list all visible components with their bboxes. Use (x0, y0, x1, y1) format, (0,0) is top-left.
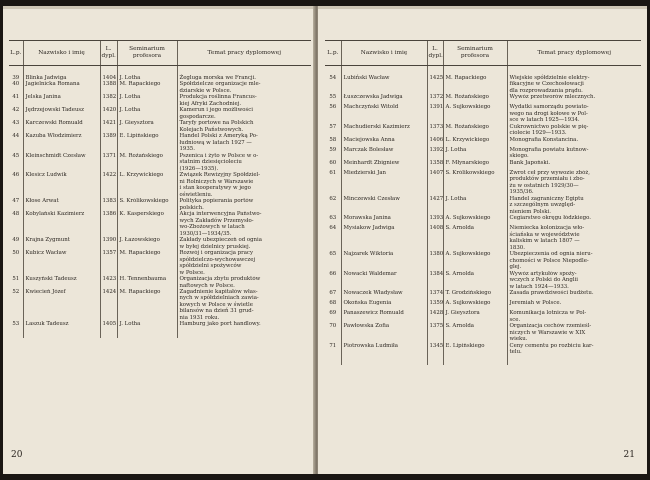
cell-year: 1388 (100, 81, 117, 94)
cell-name: Kobylański Kazimierz (23, 211, 100, 237)
cell-name: Mysiakow Jadwiga (341, 225, 427, 251)
cell-lp: 71 (329, 342, 337, 349)
cell-name: Kwiecień Józef (23, 289, 100, 321)
cell-year: 1392 (427, 147, 443, 160)
cell-year: 1371 (100, 153, 117, 172)
cell-topic: Handel zagraniczny Egiptu z szczególnym uwzględ- nieniem Polski. (507, 196, 641, 215)
cell-topic: Wydatki samorządu powiato- wego na drogi kołowe w Pol- sce w latach 1925—1934. (507, 104, 641, 123)
cell-name: Pawłowska Zofia (341, 323, 427, 342)
cell-year: 1420 (100, 107, 117, 120)
table-row (325, 124, 641, 137)
cell-topic: Żegluga morska we Francji. (177, 66, 311, 82)
table-row (325, 94, 641, 104)
page-number-right: 21 (623, 450, 635, 460)
cell-year: 1425 (427, 66, 443, 95)
page-edge (318, 6, 647, 9)
cell-professor: K. Kasperskiego (117, 211, 177, 237)
cell-name: Karczewski Romuald (23, 120, 100, 133)
cell-year: 1404 (100, 66, 117, 82)
cell-name: Okońska Eugenia (341, 300, 427, 310)
cell-lp: 55 (329, 94, 337, 101)
cell-year: 1421 (100, 120, 117, 133)
cell-professor: H. Tennenbauma (117, 276, 177, 289)
cell-name: Miedzierski Jan (341, 170, 427, 196)
cell-lp: 62 (329, 195, 337, 202)
cell-name: Kłose Arwat (23, 198, 100, 211)
thesis-table-left (9, 40, 311, 338)
table-row (325, 323, 641, 342)
page-number-left: 20 (11, 450, 23, 460)
cell-topic: Kamerun i jego możliwości gospodarcze. (177, 107, 311, 120)
cell-professor: E. Lipińskiego (117, 133, 177, 152)
header-name: Nazwisko i imię (23, 41, 100, 66)
cell-topic: Wiejskie spółdzielnie elektry- fikacyjne w Czechosłowacji dla rozprowadzania prądu. (507, 66, 641, 95)
cell-topic: Polityka popierania portów polskich. (177, 198, 311, 211)
cell-topic: Pszenica i żyto w Polsce w o- statnim dziesięcioleciu (1926—1935). (177, 153, 311, 172)
cell-lp: 67 (329, 290, 337, 297)
cell-name: Najzarek Wiktoria (341, 251, 427, 270)
cell-year: 1382 (100, 94, 117, 107)
cell-name: Nowacki Waldemar (341, 271, 427, 290)
table-row (325, 160, 641, 170)
cell-year: 1373 (427, 124, 443, 137)
left-page (3, 6, 315, 474)
cell-topic: Hamburg jako port handlowy. (177, 321, 311, 337)
cell-topic: Ceny cementu po rozbiciu kar- telu. (507, 343, 641, 366)
cell-name: Lubiński Wacław (341, 66, 427, 95)
cell-professor: E. Lipińskiego (443, 343, 507, 366)
cell-year: 1424 (100, 289, 117, 321)
cell-professor: M. Rapackiego (117, 250, 177, 276)
cell-topic: Niemiecka kolonizacja wło- ściańska w województwie kaliskim w latach 1807 — 1830. (507, 225, 641, 251)
cell-name: Jelska Janina (23, 94, 100, 107)
table-row (9, 153, 311, 172)
cell-professor: L. Krzywickiego (117, 172, 177, 198)
cell-professor: J. Lotha (117, 107, 177, 120)
cell-topic: Zasada prawdziwości budżetu. (507, 290, 641, 300)
cell-topic: Zagadnienie kapitałów włas- nych w spółdzielniach zawia- kowych w Polsce w świetle bilansów na dzień 31 grud- nia 1931 roku. (177, 289, 311, 321)
cell-lp: 61 (329, 169, 337, 176)
cell-lp: 46 (12, 172, 20, 179)
cell-name: Kleinschmidt Czesław (23, 153, 100, 172)
table-row (325, 271, 641, 290)
cell-year: 1345 (427, 343, 443, 366)
cell-topic: Związek Rewizyjny Spółdziel- ni Rolniczych w Warszawie i stan kooperatywy w jego oświetleniu. (177, 172, 311, 198)
table-row (9, 250, 311, 276)
cell-name: Morawska Janina (341, 215, 427, 225)
table-row (9, 237, 311, 250)
cell-professor: J. Lotha (117, 94, 177, 107)
cell-professor: S. Arnolda (443, 225, 507, 251)
cell-lp: 57 (329, 123, 337, 130)
cell-professor: M. Rożańskiego (443, 124, 507, 137)
cell-name: Laszuk Tadeusz (23, 321, 100, 337)
cell-lp: 64 (329, 225, 337, 232)
table-header-row (9, 41, 311, 66)
cell-name: Kubicz Wacław (23, 250, 100, 276)
cell-topic: Akcja interwencyjna Państwo- wych Zakładów Przemysło- wo-Zbożowych w latach 1930/31—1934/35. (177, 211, 311, 237)
cell-name: Maciejowska Anna (341, 137, 427, 147)
cell-lp: 49 (12, 237, 20, 244)
cell-year: 1384 (427, 271, 443, 290)
cell-professor: F. Młynarskiego (443, 160, 507, 170)
cell-professor: J. Lotha (443, 147, 507, 160)
cell-lp: 66 (329, 270, 337, 277)
cell-professor: S. Królikowskiego (117, 198, 177, 211)
cell-year: 1359 (427, 300, 443, 310)
cell-year: 1408 (427, 225, 443, 251)
cell-year: 1393 (427, 215, 443, 225)
cell-lp: 42 (12, 107, 20, 114)
header-professor: Seminarium profesora (443, 41, 507, 66)
table-row (9, 211, 311, 237)
table-row (325, 215, 641, 225)
table-row (325, 310, 641, 323)
cell-year: 1357 (100, 250, 117, 276)
cell-topic: Zakłady ubezpieczeń od ognia w byłej dzielnicy pruskiej. (177, 237, 311, 250)
cell-professor: A. Sujkowskiego (443, 251, 507, 270)
cell-year: 1390 (100, 237, 117, 250)
cell-lp: 53 (12, 321, 20, 328)
table-body-right (325, 66, 641, 366)
cell-year: 1428 (427, 310, 443, 323)
cell-name: Panaszewicz Romuald (341, 310, 427, 323)
table-row (9, 120, 311, 133)
cell-lp: 58 (329, 136, 337, 143)
table-body-left (9, 66, 311, 338)
cell-name: Jagielnicka Romana (23, 81, 100, 94)
cell-lp: 43 (12, 120, 20, 127)
table-row (9, 94, 311, 107)
cell-topic: Monografia powiatu kutnow- skiego. (507, 147, 641, 160)
table-header-row (325, 41, 641, 66)
table-row (325, 290, 641, 300)
cell-professor: J. Gieysztora (443, 310, 507, 323)
cell-topic: Monografia Konstancina. (507, 137, 641, 147)
cell-professor: A. Sujkowskiego (443, 300, 507, 310)
header-year: L. dypl. (427, 41, 443, 66)
cell-topic: Cegiarstwo okręgu łódzkiego. (507, 215, 641, 225)
header-professor: Seminarium profesora (117, 41, 177, 66)
cell-year: 1380 (427, 251, 443, 270)
header-topic: Temat pracy dyplomowej (507, 41, 641, 66)
table-row (9, 133, 311, 152)
cell-lp: 60 (329, 159, 337, 166)
cell-professor: J. Lotha (443, 196, 507, 215)
table-row (325, 66, 641, 95)
cell-professor: J. Łazowskiego (117, 237, 177, 250)
cell-lp: 65 (329, 251, 337, 258)
cell-name: Minczewski Czesław (341, 196, 427, 215)
table-row (325, 343, 641, 366)
cell-lp: 59 (329, 146, 337, 153)
cell-professor: M. Rożańskiego (443, 94, 507, 104)
cell-lp: 51 (12, 276, 20, 283)
table-row (9, 107, 311, 120)
header-name: Nazwisko i imię (341, 41, 427, 66)
cell-year: 1383 (100, 198, 117, 211)
cell-name: Kazuba Włodzimierz (23, 133, 100, 152)
table-row (325, 225, 641, 251)
cell-name: Łuszczewska Jadwiga (341, 94, 427, 104)
header-lp: L.p. (325, 41, 341, 66)
cell-lp: 41 (12, 94, 20, 101)
cell-year: 1358 (427, 160, 443, 170)
cell-professor: J. Lotha (117, 321, 177, 337)
cell-year: 1391 (427, 104, 443, 123)
right-page (318, 6, 647, 474)
table-row (9, 198, 311, 211)
cell-year: 1407 (427, 170, 443, 196)
cell-topic: Jeremiah w Polsce. (507, 300, 641, 310)
cell-year: 1372 (427, 94, 443, 104)
cell-topic: Cukrownictwo polskie w pię- ciolecie 1929—1933. (507, 124, 641, 137)
table-row (325, 251, 641, 270)
cell-professor: M. Rożańskiego (117, 153, 177, 172)
cell-lp: 44 (12, 133, 20, 140)
cell-professor: A. Sujkowskiego (443, 104, 507, 123)
cell-topic: Ubezpieczenia od ognia nieru- chomości w Polsce Niepodle- glej. (507, 251, 641, 270)
table-row (9, 321, 311, 337)
header-topic: Temat pracy dyplomowej (177, 41, 311, 66)
cell-lp: 56 (329, 104, 337, 111)
cell-lp: 63 (329, 215, 337, 222)
cell-year: 1386 (100, 211, 117, 237)
cell-name: Nowaczek Władysław (341, 290, 427, 300)
cell-topic: Wywóz artykułów spoży- wczych z Polski do Anglii w latach 1924—1933. (507, 271, 641, 290)
cell-professor: A. Sujkowskiego (443, 215, 507, 225)
header-lp: L.p. (9, 41, 23, 66)
cell-topic: Rozwój i organizacja pracy spółdzielczo-wychowawczej spółdzielni spożywców w Polsce. (177, 250, 311, 276)
cell-lp: 47 (12, 198, 20, 205)
cell-topic: Zwrot ceł przy wywozie zbóż, produktów przemiału i zbo- żu w ostatnich 1929/30— 1935/36. (507, 170, 641, 196)
cell-name: Marczak Bolesław (341, 147, 427, 160)
cell-topic: Produkcja roślinna Francus- kiej Afryki Zachodniej. (177, 94, 311, 107)
cell-professor: M. Rapackiego (117, 81, 177, 94)
cell-year: 1374 (427, 290, 443, 300)
cell-topic: Spółdzielcze organizacje mle- dziarskie w Polsce. (177, 81, 311, 94)
table-row (325, 104, 641, 123)
table-row (325, 170, 641, 196)
cell-professor: S. Arnolda (443, 323, 507, 342)
cell-lp: 54 (329, 75, 337, 81)
table-row (325, 196, 641, 215)
cell-lp: 69 (329, 310, 337, 317)
cell-topic: Organizacja cechów rzemieśl- niczych w Warszawie w XIX wieku. (507, 323, 641, 342)
cell-topic: Komunikacja lotnicza w Pol- sce. (507, 310, 641, 323)
cell-professor: L. Krzywickiego (443, 137, 507, 147)
header-year: L. dypl. (100, 41, 117, 66)
cell-name: Krajna Zygmunt (23, 237, 100, 250)
cell-professor: S. Arnolda (443, 271, 507, 290)
cell-lp: 52 (12, 288, 20, 295)
cell-name: Kuszyński Tadeusz (23, 276, 100, 289)
cell-professor: J. Lotha (117, 66, 177, 82)
cell-name: Machudierski Kazimierz (341, 124, 427, 137)
thesis-table-right (325, 40, 641, 365)
cell-professor: M. Rapackiego (117, 289, 177, 321)
cell-name: Piotrowska Ludmiła (341, 343, 427, 366)
table-row (325, 300, 641, 310)
cell-name: Meinhardt Zbigniew (341, 160, 427, 170)
cell-professor: J. Gieysztora (117, 120, 177, 133)
cell-topic: Wywóz przetworów mlecznych. (507, 94, 641, 104)
table-row (9, 81, 311, 94)
cell-lp: 68 (329, 300, 337, 307)
table-row (9, 172, 311, 198)
table-row (9, 289, 311, 321)
cell-topic: Handel Polski z Ameryką Po- łudniową w latach 1927 — 1935. (177, 133, 311, 152)
table-row (325, 147, 641, 160)
cell-professor: T. Grodzińskiego (443, 290, 507, 300)
cell-year: 1389 (100, 133, 117, 152)
cell-year: 1427 (427, 196, 443, 215)
cell-professor: S. Królikowskiego (443, 170, 507, 196)
cell-name: Blinka Jadwiga (23, 66, 100, 82)
cell-topic: Organizacja zbytu produktów naftowych w Polsce. (177, 276, 311, 289)
cell-year: 1375 (427, 323, 443, 342)
cell-year: 1422 (100, 172, 117, 198)
cell-year: 1405 (100, 321, 117, 337)
cell-topic: Bank Japoński. (507, 160, 641, 170)
cell-lp: 50 (12, 250, 20, 257)
cell-lp: 45 (12, 152, 20, 159)
cell-name: Jędrzejowski Tadeusz (23, 107, 100, 120)
cell-professor: M. Rapackiego (443, 66, 507, 95)
table-row (325, 137, 641, 147)
cell-lp: 40 (12, 81, 20, 88)
cell-lp: 70 (329, 323, 337, 330)
cell-name: Machczyński Witold (341, 104, 427, 123)
page-edge (3, 6, 315, 9)
cell-lp: 48 (12, 211, 20, 218)
table-row (9, 66, 311, 82)
cell-year: 1423 (100, 276, 117, 289)
table-row (9, 276, 311, 289)
cell-name: Klesicz Ludwik (23, 172, 100, 198)
cell-topic: Taryfy portowe na Polskich Kolejach Państwowych. (177, 120, 311, 133)
cell-lp: 39 (12, 75, 20, 81)
cell-year: 1406 (427, 137, 443, 147)
